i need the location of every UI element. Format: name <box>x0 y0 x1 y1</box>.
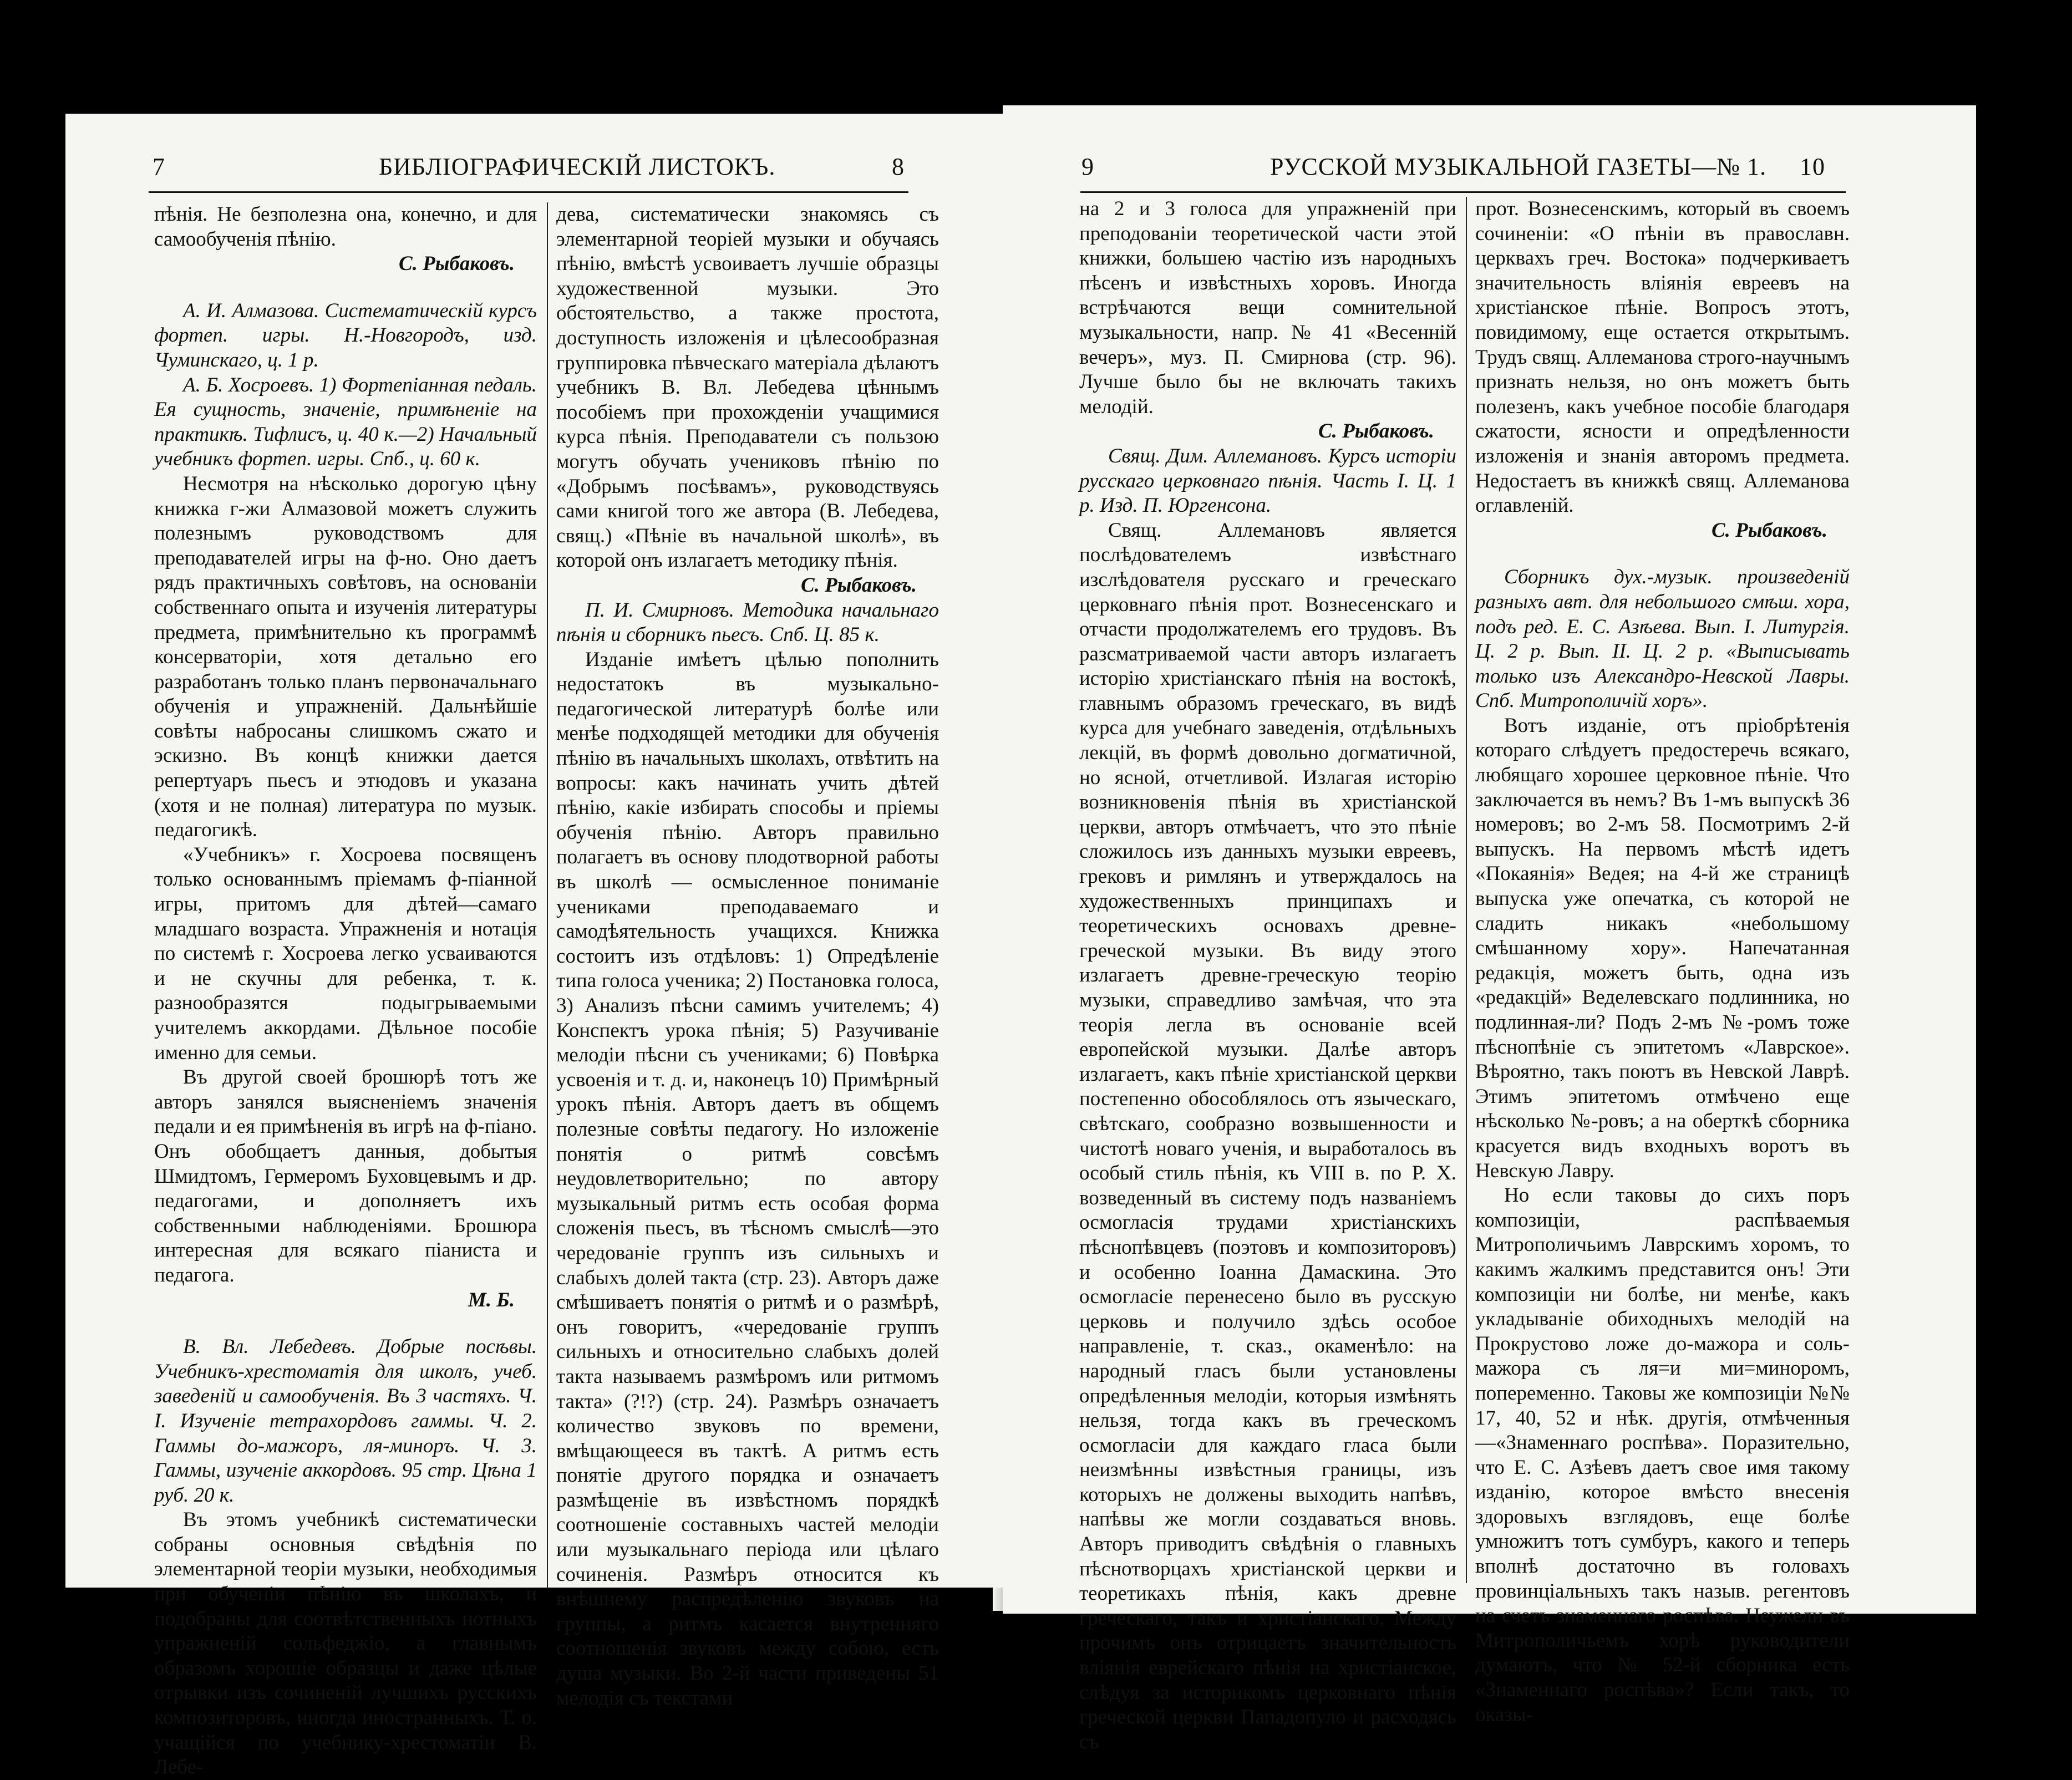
signature: М. Б. <box>468 1288 515 1311</box>
paragraph: Въ этомъ учебникѣ систематически собраны основныя свѣдѣнія по элементарной теоріи музыки, необходимыя при обученіи пѣнію въ школахъ, и подобраны для соотвѣтственныхъ нотныхъ упражненій сольфеджіо, а главнымъ образомъ хорошіе образцы и даже цѣлые отрывки изъ сочиненій лучшихъ русскихъ композиторовъ, иногда иностранныхъ. Т. о. учащійся по учебнику-хрестоматіи В. Лебе- <box>154 1508 537 1779</box>
signature: С. Рыбаковъ. <box>398 252 515 276</box>
right-column-2 <box>1475 197 1850 1727</box>
bibliographic-entry: А. И. Алмазова. Систематическій курсъ фортеп. игры. Н.-Новгородъ, изд. Чуминскаго, ц. 1 р. <box>154 299 537 372</box>
left-column-1 <box>154 202 537 1780</box>
paragraph: Въ другой своей брошюрѣ тотъ же авторъ занялся выясненіемъ значенія педали и ея примѣненія въ игрѣ на ф-піано. Онъ обобщаетъ данныя, добытыя Шмидтомъ, Гермеромъ Буховцевымъ и др. педагогами, и дополняетъ ихъ собственными наблюденіями. Брошюра интересная для всякаго піаниста и педагога. <box>154 1066 537 1286</box>
bibliographic-entry: П. И. Смирновъ. Методика начальнаго пѣнія и сборникъ пьесъ. Спб. Ц. 85 к. <box>556 598 939 647</box>
paragraph: на 2 и 3 голоса для упражненій при преподованіи теоретической части этой книжки, большею частію изъ народныхъ пѣсенъ и извѣстныхъ хоровъ. Иногда встрѣчаются вещи сомнительной музыкальности, напр. № 41 «Весенній вечеръ», муз. П. Смирнова (стр. 96). Лучше было бы не включать такихъ мелодій. <box>1079 197 1456 418</box>
page-number-7: 7 <box>153 153 165 180</box>
paragraph: Изданіе имѣетъ цѣлью пополнить недостатокъ въ музыкально-педагогической литературѣ болѣе или менѣе подходящей методики для обученія пѣнію въ начальныхъ школахъ, отвѣтить на вопросы: какъ начинать учить дѣтей пѣнію, какіе избирать способы и пріемы обученія пѣнію. Авторъ правильно полагаетъ въ основу плодотворной работы въ школѣ — осмысленное пониманіе учениками преподаваемаго и самодѣятельность учащихся. Книжка состоитъ изъ отдѣловъ: 1) Опредѣленіе типа голоса ученика; 2) Постановка голоса, 3) Анализъ пѣсни самимъ учителемъ; 4) Конспектъ урока пѣнія; 5) Разучиваніе мелодіи пѣсни съ учениками; 6) Повѣрка усвоенія и т. д. и, наконецъ 10) Примѣрный урокъ пѣнія. Авторъ даетъ въ общемъ полезные совѣты педагогу. Но изложеніе понятія о ритмѣ совсѣмъ неудовлетворительно; по автору музыкальный ритмъ есть особая форма сложенія пьесъ, въ тѣсномъ смыслѣ—это чередованіе группъ изъ сильныхъ и слабыхъ долей такта (стр. 23). Авторъ даже смѣшиваетъ понятія о ритмѣ и о размѣрѣ, онъ говоритъ, «чередованіе группъ сильныхъ и относительно слабыхъ долей такта называемъ размѣромъ или ритмомъ такта» (?!?) (стр. 24). Размѣръ означаетъ количество звуковъ по времени, вмѣщающееся въ тактѣ. А ритмъ есть понятіе другого порядка и означаетъ размѣщеніе въ извѣстномъ порядкѣ соотношеніе составныхъ частей мелодіи или музыкальнаго періода или цѣлаго сочиненія. Размѣръ относится къ внѣшнему распредѣленію звуковъ на группы, а ритмъ касается внутренняго соотношенія звуковъ между собою, есть душа музыки. Во 2-й части приведены 51 мелодія съ текстами <box>556 648 939 1710</box>
header-rule <box>1080 191 1846 193</box>
running-head-left: БИБЛІОГРАФИЧЕСКІЙ ЛИСТОКЪ. <box>379 153 776 180</box>
paragraph: Несмотря на нѣсколько дорогую цѣну книжка г-жи Алмазовой можетъ служить полезнымъ руководствомъ для преподавателей игры на ф-но. Оно даетъ рядъ практичныхъ совѣтовъ, на основаніи собственнаго опыта и изученія литературы предмета, примѣнительно къ программѣ консерваторіи, хотя детально его разработанъ только планъ первоначальнаго обученія и упражненій. Дальнѣйшіе совѣты набросаны слишкомъ сжато и эскизно. Въ концѣ книжки дается репертуаръ пьесъ и этюдовъ и указана (хотя и не полная) литература по музык. педагогикѣ. <box>154 472 537 842</box>
header-rule <box>149 191 908 193</box>
signature: С. Рыбаковъ. <box>1711 518 1827 542</box>
page-number-10: 10 <box>1800 153 1825 180</box>
left-column-2 <box>556 202 939 1711</box>
paragraph: Но если таковы до сихъ поръ композиціи, распѣваемыя Митрополичьимъ Лаврскимъ хоромъ, то какимъ жалкимъ представится онъ! Эти композиціи ни болѣе, ни менѣе, какъ укладываніе обиходныхъ мелодій на Прокрустово ложе до-мажора и соль-мажора съ ля=и ми=миноромъ, попеременно. Таковы же композиціи №№ 17, 40, 52 и нѣк. другія, отмѣченныя—«Знаменнаго роспѣва». Поразительно, что Е. С. Азѣевъ даетъ свое имя такому изданію, которое вмѣсто внесенія здоровыхъ взглядовъ, еще болѣе умножитъ тотъ сумбуръ, какого и теперь вполнѣ достаточно въ головахъ провинціальныхъ такъ назыв. регентовъ на счетъ знаменнаго роспѣва. Неужели въ Митрополичьемъ хорѣ руководители думаютъ, что № 52-й сборника есть «Знаменнаго роспѣва»? Если такъ, то оказы- <box>1475 1184 1850 1726</box>
signature: С. Рыбаковъ. <box>1318 420 1434 443</box>
running-head-right: РУССКОЙ МУЗЫКАЛЬНОЙ ГАЗЕТЫ—№ 1. <box>1270 153 1767 180</box>
page-number-9: 9 <box>1081 153 1094 180</box>
page-number-8: 8 <box>892 153 905 180</box>
paragraph: прот. Вознесенскимъ, который въ своемъ сочиненіи: «О пѣніи въ православн. церквахъ греч. Востока» подчеркиваетъ значительность вліянія евреевъ на христіанское пѣніе. Вопросъ этотъ, повидимому, еще остается открытымъ. Трудъ свящ. Аллеманова строго-научнымъ признать нельзя, но онъ можетъ быть полезенъ, какъ учебное пособіе благодаря сжатости, ясности и опредѣленности изложенія и знанія авторомъ предмета. Недостаетъ въ книжкѣ свящ. Аллеманова оглавленій. <box>1475 197 1850 517</box>
paragraph: Свящ. Аллемановъ является послѣдователемъ извѣстнаго изслѣдователя русскаго и греческаго церковнаго пѣнія прот. Вознесенскаго и отчасти продолжателемъ его трудовъ. Въ разсматриваемой части авторъ излагаетъ исторію христіанскаго пѣнія на востокѣ, главнымъ образомъ греческаго, въ видѣ курса для учебнаго заведенія, отдѣльныхъ лекцій, въ формѣ довольно догматичной, но ясной, отчетливой. Излагая исторію возникновенія пѣнія въ христіанской церкви, авторъ отмѣчаетъ, что это пѣніе сложилось изъ данныхъ музыки евреевъ, грековъ и римлянъ и утверждалось на художественныхъ принципахъ и теоретическихъ основахъ древне-греческой музыки. Въ виду этого излагаетъ древне-греческую теорію музыки, справедливо замѣчая, что эта теорія легла въ основаніе всей европейской музыки. Далѣе авторъ излагаетъ, какъ пѣніе христіанской церкви постепенно обособлялось отъ языческаго, свѣтскаго, сообразно возвышенности и чистотѣ новаго ученія, и выработалось въ особый стиль пѣнія, къ VIII в. по Р. Х. возведенный въ систему подъ названіемъ осмогласія трудами христіанскихъ пѣснопѣвцевъ (поэтовъ и композиторовъ) и особенно Іоанна Дамаскина. Это осмогласіе перенесено было въ русскую церковь и получило здѣсь особое направленіе, т. сказ., окаменѣло: на народный гласъ были установлены опредѣленныя мелодіи, которыя измѣнять нельзя, тогда какъ въ греческомъ осмогласіи для каждаго гласа были неизмѣнны извѣстныя границы, изъ которыхъ не должены выходить напѣвъ, напѣвы же могли создаваться вновь. Авторъ приводитъ свѣдѣнія о главныхъ пѣснотворцахъ христіанской церкви и теоретикахъ пѣнія, какъ древне греческаго, такъ и христіанскаго. Между прочимъ онъ отрицаетъ значительность вліянія еврейскаго пѣнія на христіанское, слѣдуя за историкомъ церковнаго пѣнія греческой церкви Пападопуло и расходясь съ <box>1079 518 1456 1753</box>
paragraph: Вотъ изданіе, отъ пріобрѣтенія котораго слѣдуетъ предостеречь всякаго, любящаго хорошее церковное пѣніе. Что заключается въ немъ? Въ 1-мъ выпускѣ 36 номеровъ; во 2-мъ 58. Посмотримъ 2-й выпускъ. На первомъ мѣстѣ идетъ «Покаянія» Ведея; на 4-й же страницѣ выпуска уже опечатка, съ которой не сладить никакъ «небольшому смѣшанному хору». Напечатанная редакція, можетъ быть, одна изъ «редакцій» Веделевскаго подлинника, но подлинная-ли? Подъ 2-мъ №-ромъ тоже пѣснопѣніе съ эпитетомъ «Лаврское». Вѣроятно, такъ поютъ въ Невской Лаврѣ. Этимъ эпитетомъ отмѣчено еще нѣсколько №-ровъ; а на оберткѣ сборника красуется видъ входныхъ воротъ въ Невскую Лавру. <box>1475 714 1850 1182</box>
paragraph: дева, систематически знакомясь съ элементарной теоріей музыки и обучаясь пѣнію, вмѣстѣ усвоиваетъ лучшіе образцы художественной музыки. Это обстоятельство, а также простота, доступность изложенія и цѣлесообразная группировка пѣвческаго матеріала дѣлаютъ учебникъ В. Вл. Лебедева цѣннымъ пособіемъ при прохожденіи учащимися курса пѣнія. Преподаватели съ пользою могутъ обучать учениковъ пѣнію по «Добрымъ посѣвамъ», руководствуясь сами книгой того же автора (В. Лебедева, свящ.) «Пѣніе въ начальной школѣ», въ которой онъ излагаетъ методику пѣнія. <box>556 203 939 572</box>
column-divider <box>547 202 548 1589</box>
bibliographic-entry: В. Вл. Лебедевъ. Добрые посѣвы. Учебникъ-хрестоматія для школъ, учеб. заведеній и самообученія. Въ 3 частяхъ. Ч. I. Изученіе тетрахордовъ гаммы. Ч. 2. Гаммы до-мажоръ, ля-миноръ. Ч. 3. Гаммы, изученіе аккордовъ. 95 стр. Цѣна 1 руб. 20 к. <box>154 1335 537 1507</box>
signature: С. Рыбаковъ. <box>800 573 917 597</box>
right-page <box>1003 105 1976 1753</box>
paragraph: «Учебникъ» г. Хосроева посвященъ только основаннымъ пріемамъ ф-піанной игры, притомъ для дѣтей—самаго младшаго возраста. Упражненія и нотація по системѣ г. Хосроева легко усваиваются и не скучны для ребенка, т. к. разнообразятся подыгрываемыми учителемъ аккордами. Дѣльное пособіе именно для семьи. <box>154 843 537 1064</box>
bibliographic-entry: А. Б. Хосроевъ. 1) Фортепіанная педаль. Ея сущность, значеніе, примѣненіе на практикѣ. Тифлисъ, ц. 40 к.—2) Начальный учебникъ фортеп. игры. Спб., ц. 60 к. <box>154 373 537 471</box>
bibliographic-entry: Сборникъ дух.-музык. произведеній разныхъ авт. для небольшого смѣш. хора, подъ ред. Е. С. Азѣева. Вып. I. Литургія. Ц. 2 р. Вып. II. Ц. 2 р. «Выписывать только изъ Александро-Невской Лавры. Спб. Митрополичій хоръ». <box>1475 566 1850 713</box>
bibliographic-entry: Свящ. Дим. Аллемановъ. Курсъ исторіи русскаго церковнаго пѣнія. Часть I. Ц. 1 р. Изд. П. Юргенсона. <box>1079 444 1456 517</box>
right-column-1 <box>1079 197 1456 1754</box>
column-divider <box>1466 197 1467 1583</box>
left-page <box>65 114 1003 1779</box>
paragraph: пѣнія. Не безполезна она, конечно, и для самообученія пѣнію. <box>154 203 537 251</box>
